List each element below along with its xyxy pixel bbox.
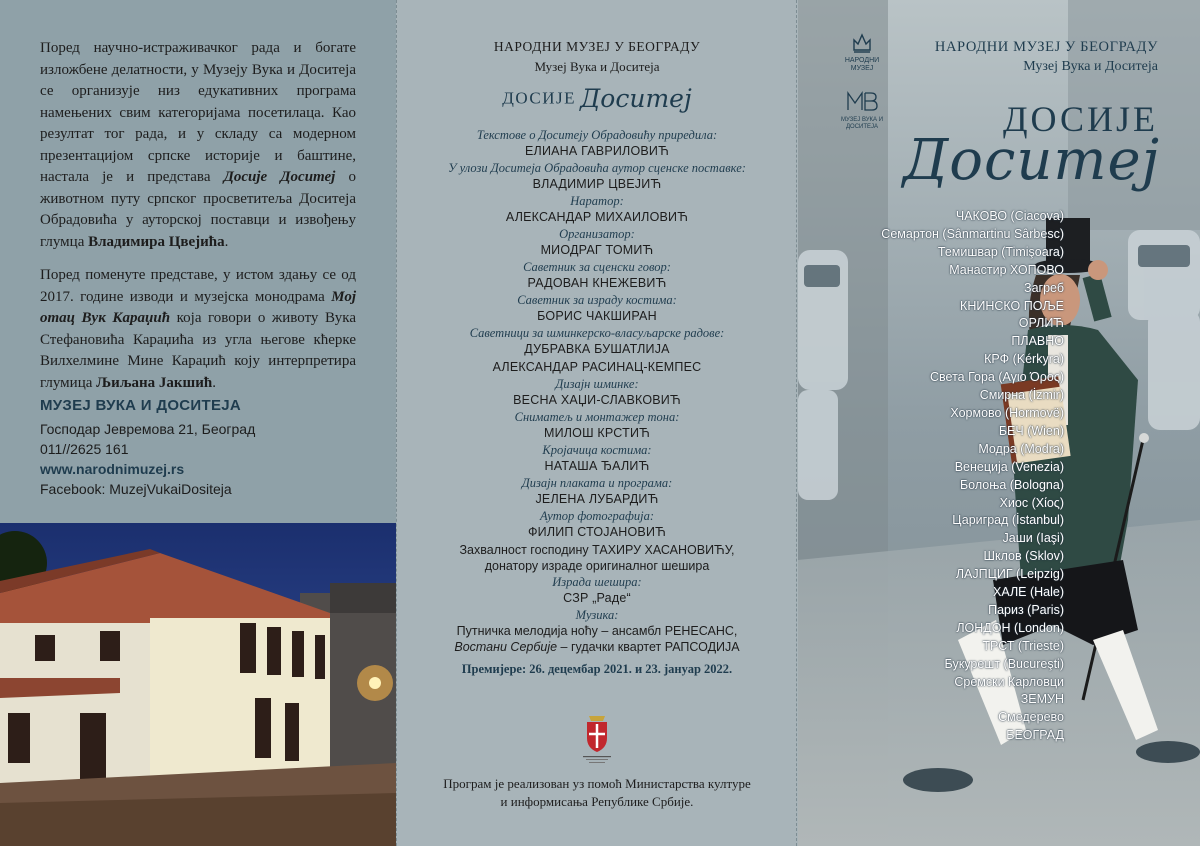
intro-text [40, 38, 356, 406]
museum-building-photo [0, 523, 396, 846]
place-item: Смирна (İzmir) [979, 388, 1064, 403]
website-link[interactable]: www.narodnimuzej.rs [40, 461, 185, 477]
museum-name: МУЗЕЈ ВУКА И ДОСИТЕЈА [40, 397, 242, 414]
place-item: ЛОНДОН (London) [956, 620, 1064, 635]
thanks-line-1: Захвалност господину ТАХИРУ ХАСАНОВИЋУ, [459, 543, 735, 557]
actress-name: Љиљана Јакшић [96, 374, 213, 391]
intro-paragraph-2: Поред поменуте представе, у истом здању се од 2017. године изводи и музејска монодрама Мој отац Вук Караџић која говори о животу Вука Стефановића Караџића из угла његове кћерке Вилхелмине Мине Караџић коју интерпретира глумица Љиљана Јакшић. [40, 267, 356, 391]
credit-role: Наратор: [570, 194, 624, 208]
credit-role: Саветници за шминкерско-власуљарске радове: [469, 326, 725, 340]
place-item: Смедерево [998, 710, 1064, 725]
credit-person: ЈЕЛЕНА ЛУБАРДИЋ [535, 492, 659, 506]
place-item: Хиос (Χίος) [999, 495, 1064, 510]
left-panel [0, 0, 396, 846]
credit-person: АЛЕКСАНДАР МИХАИЛОВИЋ [505, 210, 689, 224]
hat-maker: СЗР „Раде“ [563, 591, 631, 605]
place-item: Загреб [1024, 280, 1064, 295]
premiere-dates: Премијере: 26. децембар 2021. и 23. јануар 2022. [461, 662, 733, 676]
contact-block [40, 396, 360, 499]
place-item: Јаши (Iaşi) [1002, 531, 1064, 546]
credit-person: ФИЛИП СТОЈАНОВИЋ [527, 525, 667, 539]
place-item: Букурешт (Bucureşti) [944, 656, 1064, 671]
credit-role: Дизајн плаката и програма: [521, 476, 673, 490]
place-item: ПЛАВНО [1011, 334, 1064, 349]
places-list [881, 208, 1064, 745]
credit-person: БОРИС ЧАКШИРАН [537, 309, 657, 323]
intro-paragraph-1: Поред научно-истраживачког рада и богате изложбене делатности, у Музеју Вука и Доситеја се организује низ едукативних програма намењених свим категоријама посетилаца. Као резултат тог рада, и у складу са модерном презентацијом српске историје и баштине, настала је и представа Досије Доситеј о животном путу српског просветитеља Доситеја Обрадовића у ауторској поставци и извођењу глумца Владимира Цвејића. [40, 40, 356, 250]
place-item: БЕОГРАД [1006, 728, 1064, 743]
thanks-line-2: донатору израде оригиналног шешира [484, 559, 710, 573]
music-role: Музика: [575, 608, 619, 622]
music-line-1: Путничка мелодија ноћу – ансамбл РЕНЕСАНС, [456, 624, 738, 638]
monodrama-title: Мој отац Вук Караџић [40, 288, 356, 326]
play-title: Досије Доситеј [223, 169, 336, 185]
credit-items [396, 128, 798, 541]
credit-person: РАДОВАН КНЕЖЕВИЋ [527, 276, 667, 290]
place-item: Модра (Modra) [978, 441, 1064, 456]
address: Господар Јевремова 21, Београд [40, 421, 256, 437]
credit-person: ДУБРАВКА БУШАТЛИЈА [524, 342, 670, 356]
credit-person: ВЕСНА ХАЏИ-СЛАВКОВИЋ [513, 393, 681, 407]
credit-role: Аутор фотографија: [539, 509, 655, 523]
place-item: Сремски Карловци [954, 674, 1064, 689]
monogram-icon [845, 88, 879, 114]
museum-crown-icon [851, 32, 873, 54]
place-item: Париз (Paris) [988, 602, 1064, 617]
credit-role: У улози Доситеја Обрадовића аутор сценске поставке: [448, 161, 746, 175]
place-item: ТРСТ (Trieste) [982, 638, 1064, 653]
place-item: ОРЛИЋ [1018, 316, 1064, 331]
facebook-link[interactable]: Facebook: MuzejVukaiDositeja [40, 481, 232, 497]
place-item: Болоња (Bologna) [959, 477, 1064, 492]
credit-person: НАТАША ЂАЛИЋ [544, 459, 650, 473]
place-item: Света Гора (Αγιο Όρος) [930, 370, 1064, 385]
credit-person: МИЛОШ КРСТИЋ [543, 426, 651, 440]
museum-subheader: Музеј Вука и Доситеја [534, 59, 660, 74]
credit-person: МИОДРАГ ТОМИЋ [540, 243, 654, 257]
credit-role: Дизајн шминке: [555, 377, 639, 391]
credit-role: Сниматељ и монтажер тона: [514, 410, 680, 424]
cover-header: НАРОДНИ МУЗЕЈ У БЕОГРАДУ Музеј Вука и Доситеја [934, 39, 1158, 74]
place-item: ХАЛЕ (Hale) [993, 585, 1064, 600]
place-item: КРФ (Kérkyra) [984, 352, 1064, 367]
place-item: Шклов (Sklov) [983, 549, 1064, 564]
museum-header: НАРОДНИ МУЗЕЈ У БЕОГРАДУ [493, 39, 701, 54]
place-item: БЕЧ (Wien) [998, 423, 1064, 438]
credit-role: Саветник за сценски говор: [523, 260, 671, 274]
cover-title-line-2: Доситеј [902, 128, 1160, 193]
place-item: ЛАЈПЦИГ (Leipzig) [955, 567, 1064, 582]
cover-panel [798, 0, 1200, 846]
vuk-dositej-museum-logo: МУЗЕЈ ВУКА И ДОСИТЕЈА [838, 88, 886, 131]
support-note: Програм је реализован уз помоћ Министарства културе и информисања Републике Србије. [443, 776, 751, 809]
place-item: Цариград (İstanbul) [952, 513, 1064, 528]
credit-person: ВЛАДИМИР ЦВЕЈИЋ [532, 177, 662, 191]
credit-role: Организатор: [559, 227, 635, 241]
coat-of-arms-icon [577, 712, 617, 766]
credit-person: АЛЕКСАНДАР РАСИНАЦ-КЕМПЕС [492, 360, 702, 374]
credits-panel [396, 0, 798, 846]
national-museum-logo: НАРОДНИ МУЗЕЈ [842, 32, 882, 73]
music-line-2: Востани Сербије – гудачки квартет РАПСОДИЈА [454, 640, 740, 654]
credit-role: Кројачица костима: [542, 443, 652, 457]
play-title-small: ДОСИЈЕ Доситеј [502, 84, 692, 113]
place-item: Манастир ХОПОВО [949, 262, 1064, 277]
place-item: Семартон (Sânmartinu Sârbesc) [881, 226, 1064, 241]
place-item: КНИНСКО ПОЉЕ [960, 298, 1064, 313]
cover-title-line-1: ДОСИЈЕ [1002, 99, 1158, 139]
credit-role: Саветник за израду костима: [517, 293, 677, 307]
credits-list [396, 38, 798, 677]
credit-person: ЕЛИАНА ГАВРИЛОВИЋ [525, 144, 669, 158]
place-item: Хормово (Hormovë) [950, 405, 1064, 420]
hat-role: Израда шешира: [552, 575, 642, 589]
phone: 011//2625 161 [40, 441, 129, 457]
actor-name: Владимира Цвејића [88, 233, 225, 250]
credit-role: Текстове о Доситеју Обрадовићу приредила: [476, 128, 718, 142]
place-item: ЧАКОВО (Ciacova) [955, 209, 1064, 223]
place-item: Венеција (Venezia) [954, 459, 1064, 474]
place-item: ЗЕМУН [1020, 692, 1064, 707]
place-item: Темишвар (Timişoara) [937, 244, 1064, 259]
